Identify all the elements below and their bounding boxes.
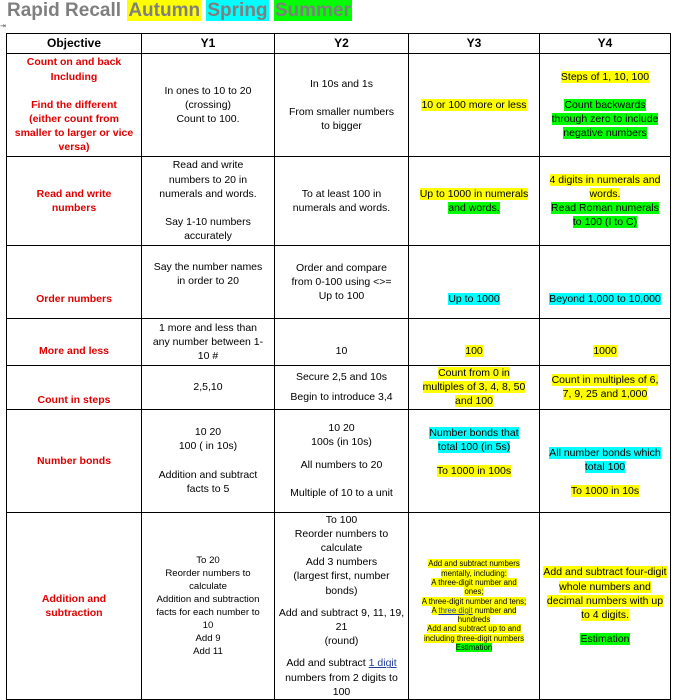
- cell-line: to 4 digits.: [581, 608, 629, 621]
- y2-cell: [275, 246, 409, 319]
- cell-line: number and: [472, 605, 517, 615]
- rapid-recall-table: [6, 33, 671, 700]
- cell-line: 100 ( in 10s): [178, 440, 238, 453]
- cell-line: total 100 (in 5s): [437, 440, 511, 453]
- cell-line: Beyond 1,000 to 10,000: [549, 292, 661, 305]
- table-row: [7, 409, 671, 512]
- cell-line: to bigger: [321, 120, 362, 133]
- cell-line: ones;: [464, 587, 484, 597]
- table-header-row: [7, 34, 671, 54]
- cell-line: A: [431, 605, 439, 615]
- cell-line: 7, 9, 25 and 1,000: [562, 388, 648, 401]
- table-move-handle-icon[interactable]: ⇥: [0, 23, 6, 30]
- cell-line: In 10s and 1s: [309, 77, 374, 90]
- cell-line: Order numbers: [36, 292, 112, 305]
- cell-line: From smaller numbers: [288, 105, 395, 118]
- cell-line: Add 11: [193, 645, 223, 657]
- cell-line: numbers to 20 in: [168, 173, 248, 186]
- cell-line: In ones to 10 to 20: [164, 84, 252, 97]
- cell-line: Reorder numbers to calculate: [294, 527, 389, 555]
- y1-cell: [142, 409, 275, 512]
- cell-line: Estimation: [580, 633, 630, 646]
- y4-cell: [540, 366, 671, 410]
- cell-line: calculate: [189, 580, 227, 592]
- cell-line: Number bonds: [36, 454, 112, 467]
- cell-line: Including: [50, 70, 98, 83]
- cell-line: numerals and words.: [292, 202, 391, 214]
- objective-cell: [7, 366, 142, 410]
- cell-line: total 100: [584, 460, 626, 473]
- cell-line: decimal numbers with up: [546, 594, 664, 607]
- y3-cell: [409, 246, 540, 319]
- cell-line: 10 20: [328, 422, 355, 435]
- y1-cell: [142, 54, 275, 157]
- y2-cell: [275, 157, 409, 246]
- objective-cell: [7, 512, 142, 699]
- cell-line: (round): [324, 635, 359, 648]
- y4-cell: [540, 409, 671, 512]
- cell-line: Add and subtract numbers: [428, 559, 520, 569]
- y2-cell: [275, 54, 409, 157]
- cell-line: facts to 5: [186, 482, 230, 495]
- y4-cell: [540, 157, 671, 246]
- cell-line: Add 9: [195, 632, 221, 644]
- cell-line: and words.: [448, 202, 500, 214]
- cell-line: any number between 1-: [152, 335, 264, 348]
- header-y4: Y4: [540, 34, 671, 54]
- cell-line: Add 3 numbers: [305, 556, 378, 569]
- y3-cell: [409, 366, 540, 410]
- cell-line: To 100: [325, 513, 358, 526]
- cell-line: 10 or 100 more or less: [421, 98, 527, 111]
- objective-cell: [7, 246, 142, 319]
- table-row: [7, 319, 671, 366]
- cell-line: Up to 1000 in numerals: [419, 187, 529, 200]
- header-objective: Objective: [7, 34, 142, 54]
- cell-line: multiples of 3, 4, 8, 50: [422, 381, 526, 394]
- cell-line: All number bonds which: [549, 446, 661, 459]
- y4-cell: [540, 246, 671, 319]
- page-title: [6, 0, 352, 24]
- cell-line: Multiple of 10 to a unit: [290, 486, 393, 499]
- cell-line: Find the different: [31, 98, 117, 111]
- cell-line: Up to 100: [318, 290, 365, 303]
- cell-line: To 20: [196, 554, 220, 566]
- y2-cell: [275, 512, 409, 699]
- cell-line: Order and compare: [295, 261, 388, 274]
- cell-line: Addition and subtraction: [156, 593, 260, 605]
- cell-line: versa): [58, 141, 90, 154]
- cell-line: numbers: [51, 202, 97, 214]
- cell-line: Add and subtract: [286, 657, 369, 670]
- y4-cell: [540, 512, 671, 699]
- cell-line: (crossing): [184, 98, 232, 111]
- y1-cell: [142, 246, 275, 319]
- cell-line: Begin to introduce 3,4: [290, 391, 393, 404]
- cell-line: from 0-100 using <>=: [291, 275, 392, 288]
- cell-line: A three-digit number and tens;: [421, 596, 527, 606]
- header-y1: Y1: [142, 34, 275, 54]
- cell-line: All numbers to 20: [300, 458, 383, 471]
- cell-line: 10 20: [194, 426, 222, 439]
- cell-line: Add and subtract 9, 11, 19, 21: [278, 606, 405, 634]
- cell-line: to 100 (I to C): [572, 216, 638, 229]
- cell-line: 1 more and less than: [158, 321, 258, 334]
- cell-line: three digit: [438, 605, 473, 615]
- cell-line: Read and write: [36, 187, 112, 200]
- y4-cell: [540, 54, 671, 157]
- cell-line: Steps of 1, 10, 100: [560, 70, 650, 83]
- cell-line: negative numbers: [563, 127, 647, 140]
- title-spring: Spring: [207, 0, 268, 21]
- cell-line: Read Roman numerals: [551, 202, 659, 214]
- objective-cell: [7, 54, 142, 157]
- cell-line: mentally, including:: [441, 568, 507, 578]
- cell-line: 100s (in 10s): [311, 436, 372, 449]
- cell-line: Count in multiples of 6,: [551, 374, 659, 387]
- cell-line: Addition and subtract: [158, 468, 258, 481]
- cell-line: Estimation: [455, 643, 493, 653]
- table-row: [7, 366, 671, 410]
- table-row: [7, 246, 671, 319]
- cell-line: To 1000 in 100s: [436, 465, 512, 478]
- cell-line: More and less: [38, 344, 110, 357]
- objective-cell: [7, 157, 142, 246]
- cell-line: including three-digit numbers: [423, 633, 525, 643]
- cell-line: Addition and: [41, 592, 107, 605]
- y3-cell: [409, 319, 540, 366]
- cell-line: numbers from 2 digits to 100: [285, 671, 398, 698]
- cell-line: 4 digits in numerals and: [549, 173, 661, 186]
- cell-line: 10: [202, 619, 214, 631]
- y1-cell: [142, 366, 275, 410]
- title-summer: Summer: [274, 0, 351, 21]
- cell-line: Number bonds that: [429, 426, 519, 439]
- y1-cell: [142, 512, 275, 699]
- y2-cell: [275, 366, 409, 410]
- cell-line: Say the number names: [153, 261, 263, 273]
- y2-cell: [275, 409, 409, 512]
- cell-line: whole numbers and: [559, 580, 651, 593]
- cell-line: 10 #: [197, 350, 219, 363]
- cell-line: in order to 20: [177, 275, 239, 288]
- header-y2: Y2: [275, 34, 409, 54]
- cell-line: 1 digit: [368, 657, 397, 670]
- cell-line: 2,5,10: [193, 381, 223, 394]
- y3-cell: [409, 157, 540, 246]
- cell-line: and 100: [455, 395, 493, 408]
- cell-line: through zero to include: [551, 113, 659, 125]
- y4-cell: [540, 319, 671, 366]
- cell-line: subtraction: [45, 606, 103, 619]
- cell-line: To at least 100 in: [301, 187, 382, 200]
- y1-cell: [142, 157, 275, 246]
- cell-line: words.: [589, 187, 621, 200]
- table-row: [7, 54, 671, 157]
- cell-line: Say 1-10 numbers: [165, 216, 251, 229]
- y2-cell: [275, 319, 409, 366]
- cell-line: 10: [335, 344, 348, 357]
- cell-line: 1000: [593, 344, 617, 357]
- objective-cell: [7, 319, 142, 366]
- table-row: [7, 512, 671, 699]
- cell-line: Count on and back: [26, 56, 122, 69]
- y3-cell: [409, 409, 540, 512]
- cell-line: hundreds: [457, 615, 491, 625]
- cell-line: A three-digit number and: [431, 577, 517, 587]
- cell-line: Up to 1000: [448, 292, 500, 305]
- header-y3: Y3: [409, 34, 540, 54]
- cell-line: Count to 100.: [176, 113, 240, 126]
- title-autumn: Autumn: [128, 0, 201, 21]
- cell-line: facts for each number to: [156, 606, 260, 618]
- objective-cell: [7, 409, 142, 512]
- cell-line: Secure 2,5 and 10s: [295, 371, 388, 384]
- cell-line: 100: [465, 344, 483, 357]
- cell-line: accurately: [184, 230, 232, 243]
- cell-line: Add and subtract up to and: [427, 624, 521, 634]
- cell-line: numerals and words.: [159, 187, 257, 200]
- cell-line: smaller to larger or vice: [14, 127, 134, 140]
- cell-line: Read and write: [172, 159, 244, 172]
- table-row: [7, 157, 671, 246]
- title-main: Rapid Recall: [7, 0, 122, 21]
- cell-line: Reorder numbers to: [165, 567, 251, 579]
- cell-line: Count in steps: [37, 394, 111, 407]
- cell-line: Count backwards: [564, 98, 646, 111]
- cell-line: (either count from: [29, 113, 119, 125]
- cell-line: Add and subtract four-digit: [543, 566, 667, 579]
- y1-cell: [142, 319, 275, 366]
- cell-line: Count from 0 in: [438, 367, 510, 379]
- y3-cell: [409, 54, 540, 157]
- cell-line: (largest first, number bonds): [293, 570, 390, 597]
- y3-cell: [409, 512, 540, 699]
- cell-line: To 1000 in 10s: [570, 485, 640, 498]
